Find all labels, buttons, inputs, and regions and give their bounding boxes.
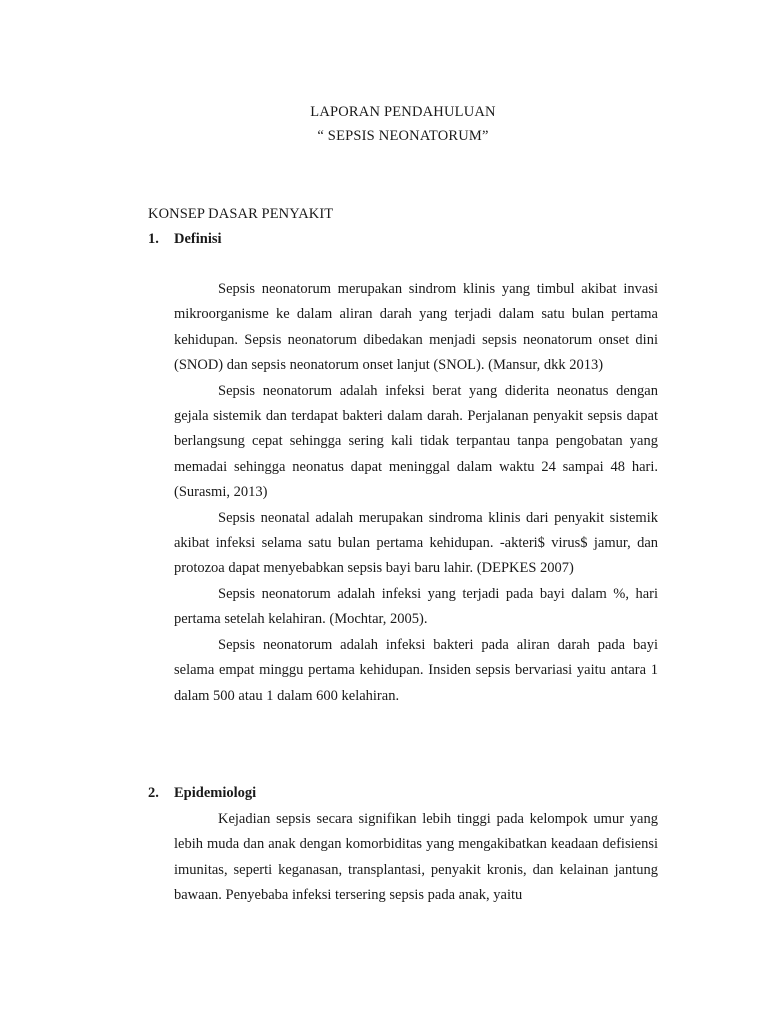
document-subtitle: “ SEPSIS NEONATORUM”	[317, 128, 489, 144]
item-number: 2.	[148, 785, 159, 801]
paragraph: Sepsis neonatorum adalah infeksi bakteri pada aliran darah pada bayi selama empat minggu pertama kehidupan. Insiden sepsis bervariasi yaitu antara 1 dalam 500 atau 1 dalam 600 kelahiran.	[174, 636, 658, 704]
item-heading-definisi	[148, 231, 222, 248]
item-number: 1.	[148, 231, 159, 247]
item-heading-epidemiologi	[148, 785, 256, 802]
paragraph: Sepsis neonatal adalah merupakan sindroma klinis dari penyakit sistemik akibat infeksi selama satu bulan pertama kehidupan. -akteri$ virus$ jamur, dan protozoa dapat menyebabkan sepsis bayi baru lahir. (DEPKES 2007)	[174, 509, 658, 577]
epidemiologi-body	[174, 807, 658, 909]
definisi-body	[174, 277, 658, 709]
paragraph: Sepsis neonatorum adalah infeksi yang terjadi pada bayi dalam %, hari pertama setelah kelahiran. (Mochtar, 2005).	[174, 585, 658, 628]
item-title: Definisi	[174, 231, 222, 247]
section-heading: KONSEP DASAR PENYAKIT	[148, 206, 334, 222]
paragraph: Sepsis neonatorum merupakan sindrom klinis yang timbul akibat invasi mikroorganisme ke dalam aliran darah yang terjadi dalam satu bulan pertama kehidupan. Sepsis neonatorum dibedakan menjadi sepsis neonatorum onset dini (SNOD) dan sepsis neonatorum onset lanjut (SNOL). (Mansur, dkk 2013)	[174, 281, 658, 374]
paragraph: Sepsis neonatorum adalah infeksi berat yang diderita neonatus dengan gejala sistemik dan terdapat bakteri dalam darah. Perjalanan penyakit sepsis dapat berlangsung cepat sehingga sering kali tidak terpantau tanpa pengobatan yang memadai sehingga neonatus dapat meninggal dalam waktu 24 sampai 48 hari. (Surasmi, 2013)	[174, 382, 658, 501]
item-title: Epidemiologi	[174, 785, 257, 801]
paragraph: Kejadian sepsis secara signifikan lebih tinggi pada kelompok umur yang lebih muda dan anak dengan komorbiditas yang mengakibatkan keadaan defisiensi imunitas, seperti keganasan, transplantasi, penyakit kronis, dan kelainan jantung bawaan. Penyebaba infeksi tersering sepsis pada anak, yaitu	[174, 811, 658, 904]
document-title: LAPORAN PENDAHULUAN	[310, 104, 496, 120]
